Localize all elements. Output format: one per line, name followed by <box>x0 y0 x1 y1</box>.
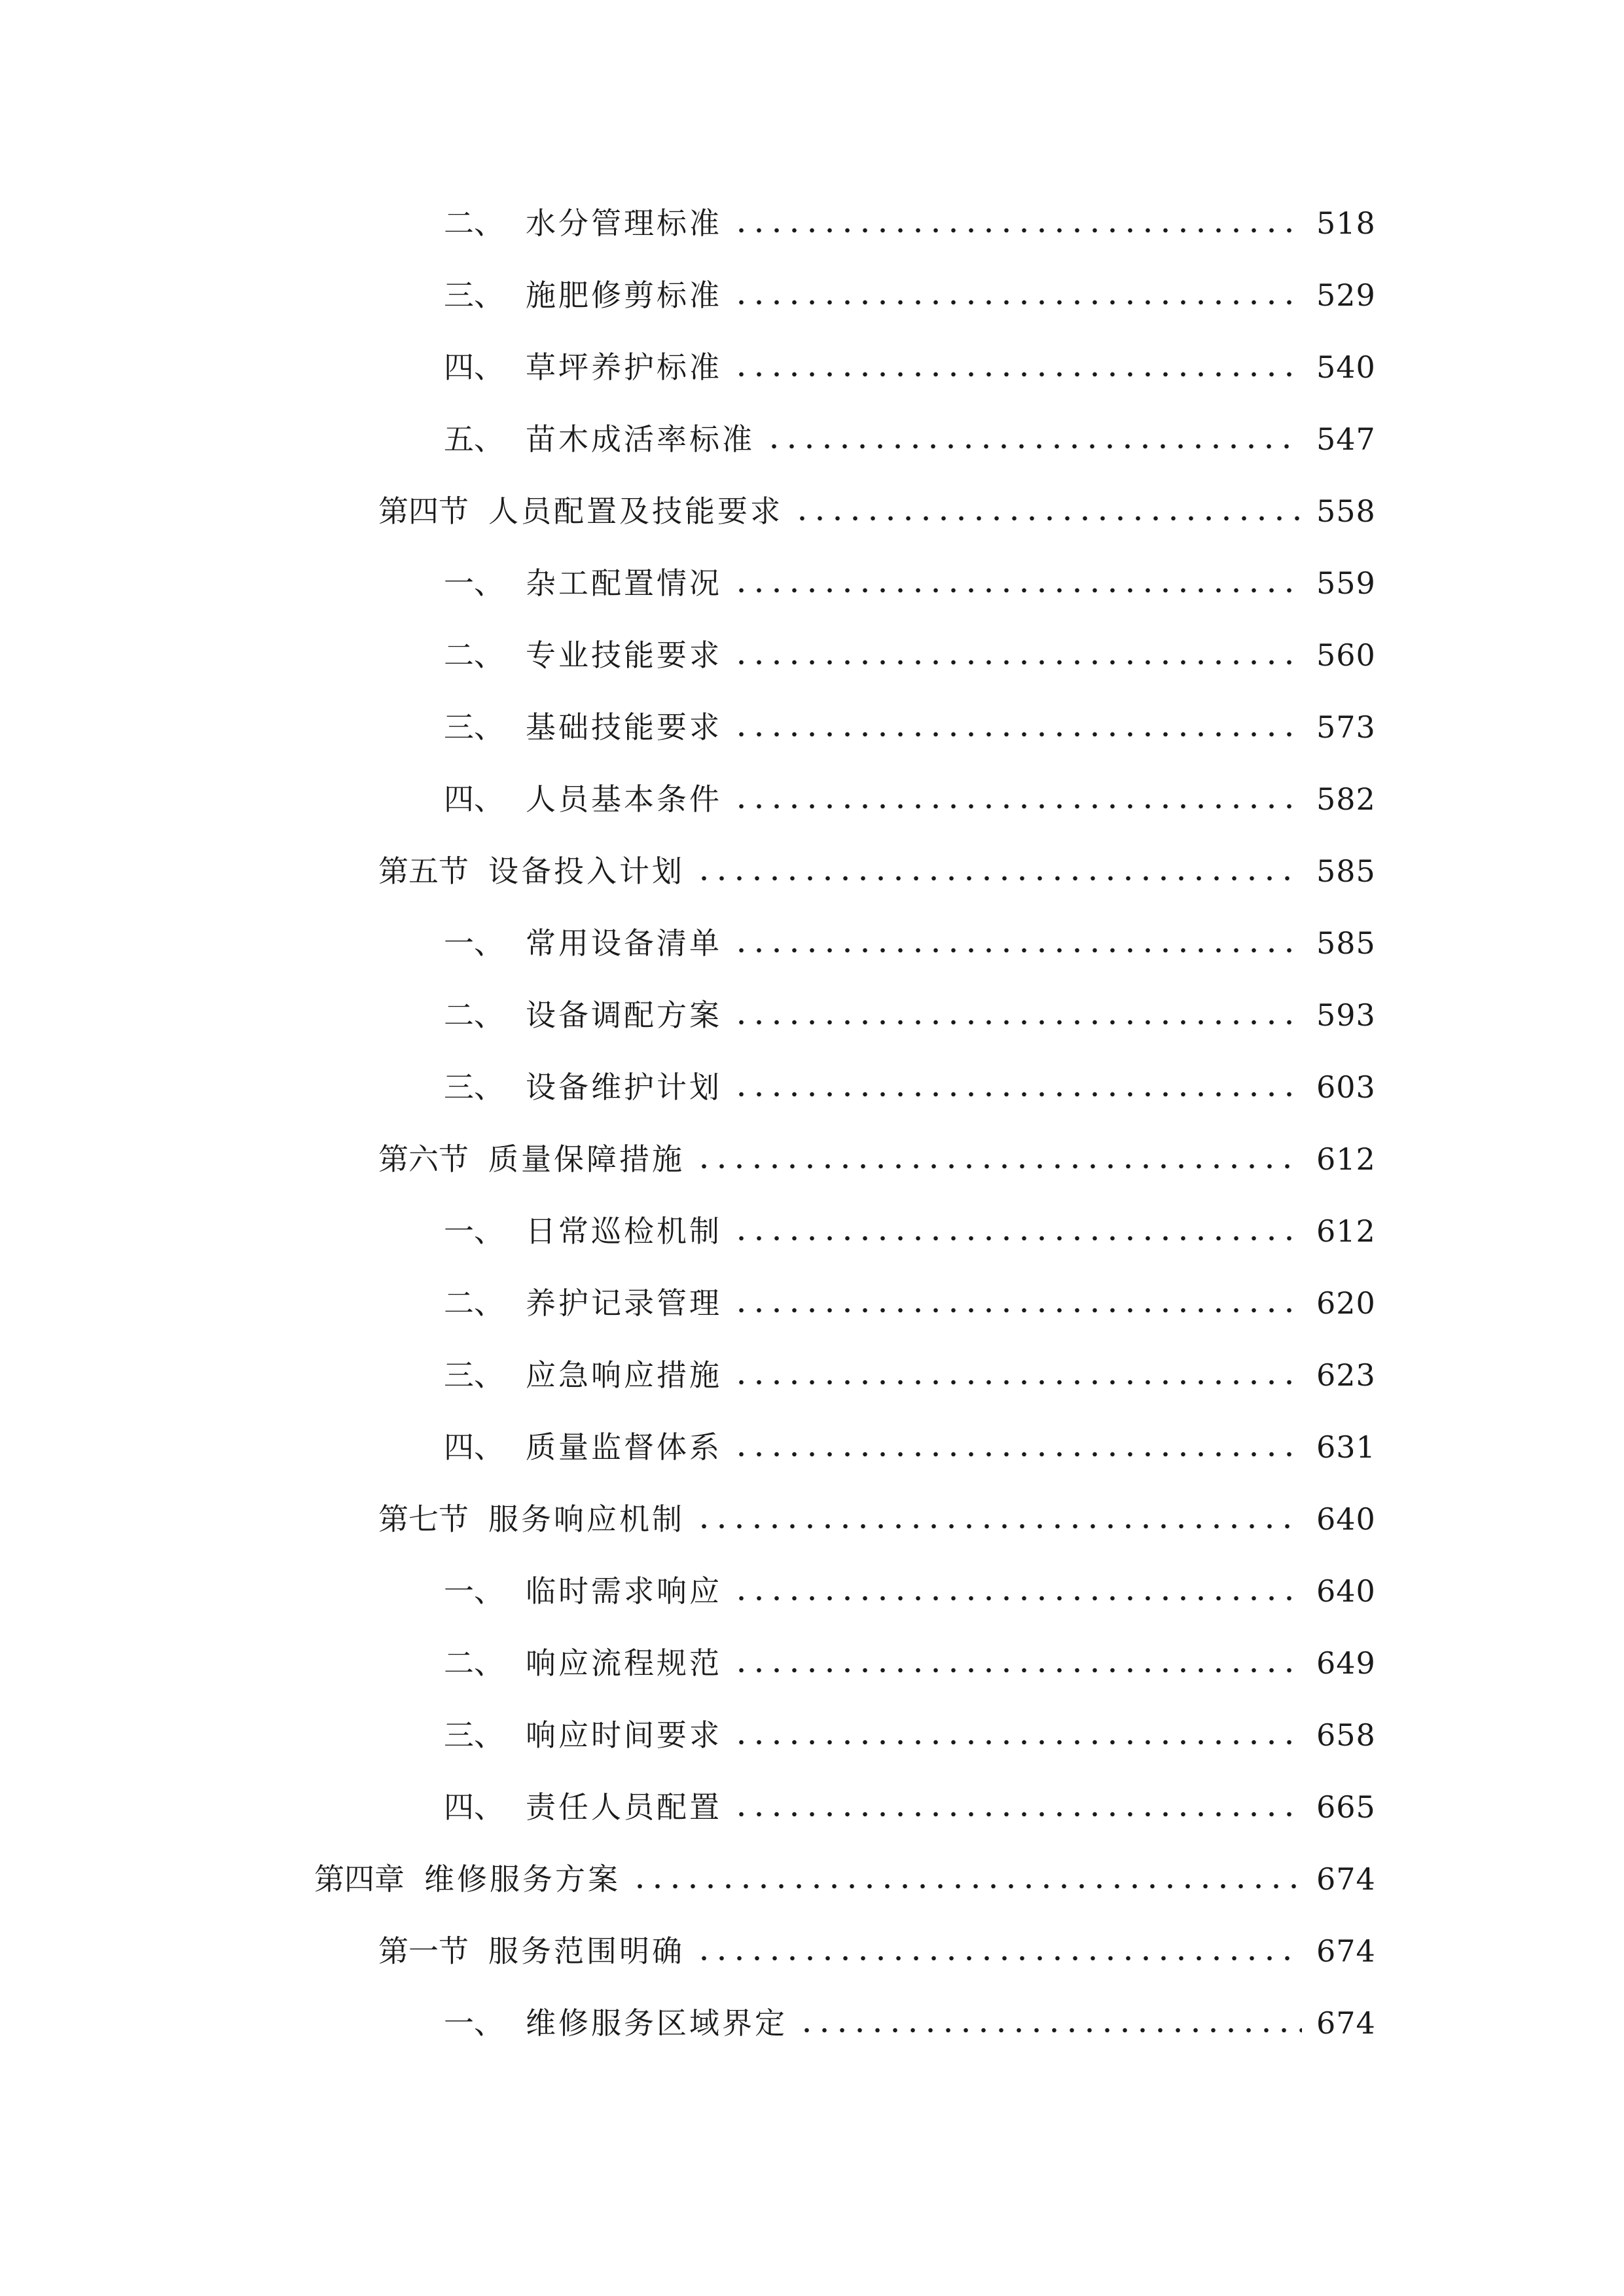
toc-entry[interactable] <box>0 979 1624 1051</box>
toc-entry[interactable] <box>0 403 1624 475</box>
dot-leader <box>732 731 1302 738</box>
toc-entry-number: 第一节 <box>378 1933 469 1969</box>
toc-entry-page: 649 <box>1316 1645 1376 1681</box>
toc-entry-title: 响应流程规范 <box>526 1645 722 1681</box>
toc-entry-title: 草坪养护标准 <box>526 350 722 385</box>
toc-entry[interactable] <box>0 763 1624 835</box>
toc-entry-page: 560 <box>1316 637 1376 673</box>
toc-entry-number: 第四节 <box>378 493 469 529</box>
toc-entry-page: 593 <box>1316 997 1376 1033</box>
toc-entry-page: 585 <box>1316 925 1376 961</box>
toc-entry-page: 658 <box>1316 1717 1376 1753</box>
toc-entry-page: 631 <box>1316 1429 1376 1465</box>
dot-leader <box>732 227 1302 234</box>
toc-entry[interactable] <box>0 331 1624 403</box>
toc-entry-number: 四、 <box>444 350 504 385</box>
toc-entry-title: 响应时间要求 <box>526 1717 722 1753</box>
toc-entry-title: 基础技能要求 <box>526 709 722 745</box>
toc-entry-number: 五、 <box>444 422 504 457</box>
toc-entry-page: 665 <box>1316 1789 1376 1825</box>
toc-entry-page: 640 <box>1316 1501 1376 1537</box>
toc-entry-title: 服务范围明确 <box>488 1933 685 1969</box>
toc-entry-title: 常用设备清单 <box>526 925 722 961</box>
toc-entry-page: 547 <box>1316 422 1376 457</box>
toc-entry[interactable] <box>0 1555 1624 1627</box>
toc-entry-number: 四、 <box>444 1789 504 1825</box>
toc-entry-title: 责任人员配置 <box>526 1789 722 1825</box>
toc-entry-title: 专业技能要求 <box>526 637 722 673</box>
toc-entry-title: 水分管理标准 <box>526 206 722 241</box>
toc-entry-number: 三、 <box>444 1069 504 1105</box>
toc-entry-number: 一、 <box>444 1573 504 1609</box>
toc-entry-title: 养护记录管理 <box>526 1285 722 1321</box>
toc-entry[interactable] <box>0 907 1624 979</box>
toc-entry-title: 设备投入计划 <box>488 853 685 889</box>
toc-entry-page: 623 <box>1316 1357 1376 1393</box>
dot-leader <box>732 1379 1302 1386</box>
dot-leader <box>732 299 1302 306</box>
toc-entry-section[interactable] <box>0 1123 1624 1195</box>
toc-entry-number: 二、 <box>444 997 504 1033</box>
toc-entry-page: 518 <box>1316 206 1376 241</box>
dot-leader <box>798 2027 1302 2034</box>
dot-leader <box>631 1883 1302 1890</box>
toc-entry-number: 第五节 <box>378 853 469 889</box>
dot-leader <box>732 1811 1302 1818</box>
toc-entry-number: 四、 <box>444 781 504 817</box>
toc-entry-number: 三、 <box>444 1357 504 1393</box>
toc-entry[interactable] <box>0 1411 1624 1483</box>
dot-leader <box>732 1451 1302 1458</box>
toc-entry-title: 服务响应机制 <box>488 1501 685 1537</box>
dot-leader <box>732 1091 1302 1098</box>
dot-leader <box>732 1739 1302 1746</box>
toc-entry[interactable] <box>0 259 1624 331</box>
toc-entry-page: 620 <box>1316 1285 1376 1321</box>
toc-entry[interactable] <box>0 1195 1624 1267</box>
dot-leader <box>732 587 1302 594</box>
toc-entry-number: 三、 <box>444 278 504 313</box>
toc-entry[interactable] <box>0 187 1624 259</box>
toc-entry-title: 设备调配方案 <box>526 997 722 1033</box>
dot-leader <box>695 1163 1302 1170</box>
table-of-contents <box>0 187 1624 2059</box>
toc-entry-number: 二、 <box>444 206 504 241</box>
toc-entry-page: 573 <box>1316 709 1376 745</box>
toc-entry-section[interactable] <box>0 1483 1624 1555</box>
toc-entry-page: 640 <box>1316 1573 1376 1609</box>
dot-leader <box>732 1019 1302 1026</box>
dot-leader <box>695 1955 1302 1962</box>
toc-entry-page: 674 <box>1316 2005 1376 2041</box>
dot-leader <box>732 947 1302 954</box>
dot-leader <box>695 875 1302 882</box>
toc-entry-title: 设备维护计划 <box>526 1069 722 1105</box>
dot-leader <box>732 803 1302 810</box>
toc-entry-number: 四、 <box>444 1429 504 1465</box>
toc-entry-page: 674 <box>1316 1861 1376 1897</box>
toc-entry-title: 维修服务区域界定 <box>526 2005 787 2041</box>
toc-entry-page: 612 <box>1316 1213 1376 1249</box>
toc-entry-page: 540 <box>1316 350 1376 385</box>
toc-entry-title: 杂工配置情况 <box>526 565 722 601</box>
toc-entry[interactable] <box>0 1699 1624 1771</box>
toc-entry-number: 一、 <box>444 565 504 601</box>
toc-entry-number: 第四章 <box>314 1861 405 1897</box>
toc-entry-number: 一、 <box>444 925 504 961</box>
toc-entry-section[interactable] <box>0 1915 1624 1987</box>
toc-entry-page: 612 <box>1316 1141 1376 1177</box>
dot-leader <box>695 1523 1302 1530</box>
toc-entry-title: 日常巡检机制 <box>526 1213 722 1249</box>
toc-entry-number: 二、 <box>444 637 504 673</box>
toc-entry-number: 二、 <box>444 1645 504 1681</box>
dot-leader <box>732 659 1302 666</box>
toc-entry[interactable] <box>0 1771 1624 1843</box>
toc-entry-title: 施肥修剪标准 <box>526 278 722 313</box>
toc-entry[interactable] <box>0 1051 1624 1123</box>
toc-entry-section[interactable] <box>0 475 1624 547</box>
toc-entry-number: 一、 <box>444 1213 504 1249</box>
toc-entry[interactable] <box>0 547 1624 619</box>
toc-entry-title: 维修服务方案 <box>424 1861 621 1897</box>
dot-leader <box>732 1307 1302 1314</box>
toc-entry-number: 三、 <box>444 709 504 745</box>
toc-entry-number: 第七节 <box>378 1501 469 1537</box>
dot-leader <box>793 515 1302 522</box>
toc-entry-number: 第六节 <box>378 1141 469 1177</box>
toc-entry-title: 质量保障措施 <box>488 1141 685 1177</box>
toc-entry-title: 人员基本条件 <box>526 781 722 817</box>
toc-entry-title: 苗木成活率标准 <box>526 422 755 457</box>
toc-entry[interactable] <box>0 619 1624 691</box>
toc-entry-title: 人员配置及技能要求 <box>488 493 783 529</box>
toc-entry-page: 558 <box>1316 493 1376 529</box>
toc-entry[interactable] <box>0 1339 1624 1411</box>
toc-entry-section[interactable] <box>0 835 1624 907</box>
toc-entry-page: 603 <box>1316 1069 1376 1105</box>
toc-entry-number: 一、 <box>444 2005 504 2041</box>
dot-leader <box>732 371 1302 378</box>
toc-entry-page: 529 <box>1316 278 1376 313</box>
toc-entry[interactable] <box>0 1267 1624 1339</box>
dot-leader <box>732 1235 1302 1242</box>
toc-entry-number: 三、 <box>444 1717 504 1753</box>
dot-leader <box>765 443 1302 450</box>
dot-leader <box>732 1595 1302 1602</box>
toc-entry[interactable] <box>0 691 1624 763</box>
toc-entry-title: 应急响应措施 <box>526 1357 722 1393</box>
toc-entry-page: 582 <box>1316 781 1376 817</box>
toc-entry-title: 质量监督体系 <box>526 1429 722 1465</box>
toc-entry-page: 674 <box>1316 1933 1376 1969</box>
toc-entry-number: 二、 <box>444 1285 504 1321</box>
toc-entry-page: 559 <box>1316 565 1376 601</box>
toc-entry[interactable] <box>0 1987 1624 2059</box>
dot-leader <box>732 1667 1302 1674</box>
toc-entry[interactable] <box>0 1627 1624 1699</box>
toc-entry-chapter[interactable] <box>0 1843 1624 1915</box>
toc-entry-page: 585 <box>1316 853 1376 889</box>
toc-entry-title: 临时需求响应 <box>526 1573 722 1609</box>
